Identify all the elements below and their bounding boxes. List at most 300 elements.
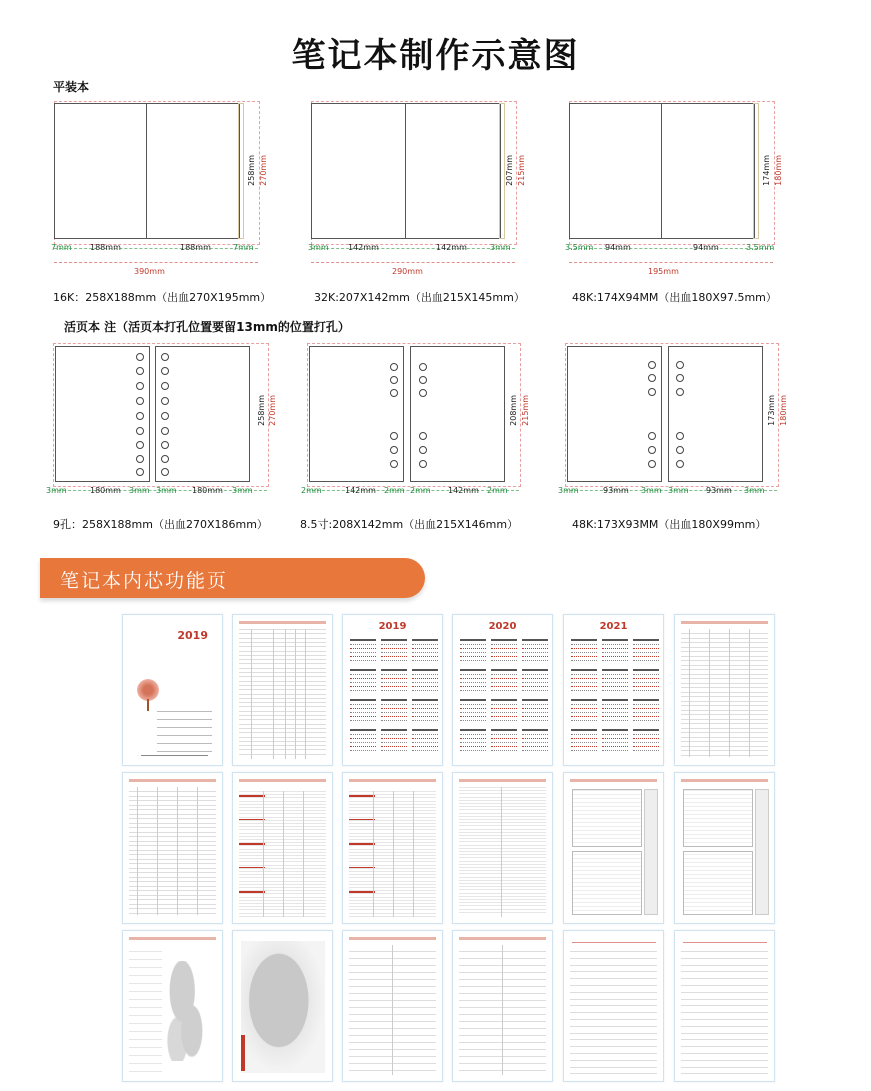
height-label: 173mm	[767, 395, 776, 426]
spec-8-5-inch: 8.5寸:208X142mm（出血215X146mm）	[300, 518, 519, 531]
calendar-week-row	[602, 648, 628, 650]
side-column	[755, 789, 769, 915]
calendar-week-row	[350, 720, 376, 722]
calendar-week-row	[522, 690, 548, 692]
width2-label: 142mm	[436, 243, 467, 252]
calendar-week-row	[633, 720, 659, 722]
calendar-week-row	[602, 738, 628, 740]
calendar-week-row	[460, 734, 486, 736]
ruled-line	[129, 1023, 162, 1024]
punch-hole	[136, 367, 144, 375]
punch-hole	[161, 397, 169, 405]
calendar-week-row	[633, 644, 659, 646]
ruled-line	[129, 868, 216, 869]
ruled-line	[129, 877, 216, 878]
tree-trunk	[147, 699, 149, 711]
calendar-week-row	[633, 712, 659, 714]
ruled-line	[681, 719, 768, 720]
height-label: 207mm	[505, 155, 514, 186]
total-width-label: 290mm	[392, 267, 423, 276]
ruled-line	[239, 642, 326, 643]
ruled-line	[681, 710, 768, 711]
ruled-line	[459, 870, 546, 871]
ruled-line	[239, 629, 326, 630]
ruled-line	[681, 965, 768, 966]
calendar-week-row	[522, 656, 548, 658]
ruled-line	[570, 971, 657, 972]
calendar-month-header	[381, 669, 407, 671]
ruled-line	[129, 814, 216, 815]
calendar-week-row	[571, 746, 597, 748]
ruled-line	[129, 890, 216, 891]
calendar-week-row	[381, 660, 407, 662]
ruled-line	[239, 655, 326, 656]
ruled-line	[129, 983, 162, 984]
memo-header	[683, 939, 767, 943]
calendar-month-header	[491, 729, 517, 731]
ruled-line	[459, 886, 546, 887]
tree-icon	[137, 679, 159, 701]
calendar-week-row	[412, 712, 438, 714]
ruled-line	[681, 1060, 768, 1061]
column-line	[263, 791, 264, 917]
calendar-month-header	[633, 729, 659, 731]
ruled-line	[459, 905, 546, 906]
ruled-line	[129, 796, 216, 797]
calendar-week-row	[571, 644, 597, 646]
width-label: 93mm	[603, 486, 629, 495]
ruled-line	[570, 978, 657, 979]
calendar-week-row	[350, 704, 376, 706]
calendar-week-row	[522, 678, 548, 680]
ruled-line	[681, 714, 768, 715]
calendar-year: 2021	[599, 621, 628, 632]
calendar-week-row	[491, 750, 517, 752]
calendar-week-row	[571, 682, 597, 684]
ruled-line	[239, 663, 326, 664]
ruled-line	[570, 1067, 657, 1068]
page-title: 笔记本制作示意图	[291, 36, 580, 76]
calendar-week-row	[460, 742, 486, 744]
column-line	[689, 629, 690, 757]
calendar-week-row	[602, 674, 628, 676]
ruled-line	[681, 755, 768, 756]
book-right-page	[661, 103, 755, 239]
spec-48k: 48K:174X94MM（出血180X97.5mm）	[572, 291, 777, 304]
function-page-thumbnail	[232, 930, 333, 1082]
calendar-week-row	[522, 708, 548, 710]
column-line	[373, 791, 374, 917]
calendar-week-row	[602, 690, 628, 692]
ruled-line	[459, 861, 546, 862]
calendar-week-row	[602, 686, 628, 688]
calendar-week-row	[460, 712, 486, 714]
calendar-month-header	[412, 639, 438, 641]
calendar-week-row	[522, 644, 548, 646]
function-page-thumbnail	[342, 772, 443, 924]
calendar-month-header	[460, 699, 486, 701]
ruled-line	[129, 975, 162, 976]
ruled-line	[459, 873, 546, 874]
calendar-week-row	[491, 678, 517, 680]
ruled-line	[129, 1071, 162, 1072]
ruled-line	[681, 687, 768, 688]
ruled-line	[129, 800, 216, 801]
column-line	[177, 787, 178, 915]
section-label-loose-leaf: 活页本 注（活页本打孔位置要留13mm的位置打孔）	[64, 320, 350, 334]
calendar-week-row	[633, 704, 659, 706]
column-line	[285, 629, 286, 759]
ruled-line	[157, 719, 212, 720]
function-page-thumbnail	[563, 772, 664, 924]
calendar-week-row	[350, 712, 376, 714]
function-page-thumbnail	[674, 614, 775, 766]
punch-hole	[136, 427, 144, 435]
function-page-thumbnail	[342, 614, 443, 766]
calendar-week-row	[633, 750, 659, 752]
ruled-line	[681, 701, 768, 702]
ruled-line	[459, 822, 546, 823]
ruled-line	[129, 850, 216, 851]
calendar-week-row	[602, 644, 628, 646]
calendar-month-header	[381, 699, 407, 701]
function-page-thumbnail	[122, 614, 223, 766]
ruled-line	[570, 1053, 657, 1054]
bleed-height-label: 180mm	[774, 155, 783, 186]
ruled-line	[459, 806, 546, 807]
margin-label: 3mm	[558, 486, 579, 495]
calendar-week-row	[571, 648, 597, 650]
ruled-line	[459, 832, 546, 833]
margin-label: 2mm	[301, 486, 322, 495]
ruled-line	[129, 809, 216, 810]
column-line	[393, 791, 394, 917]
punch-hole	[648, 361, 656, 369]
ruled-line	[681, 647, 768, 648]
ruled-line	[239, 719, 326, 720]
calendar-week-row	[633, 734, 659, 736]
spec-9-hole: 9孔：258X188mm（出血270X186mm）	[53, 518, 268, 531]
punch-hole	[161, 353, 169, 361]
ruled-line	[570, 1039, 657, 1040]
calendar-week-row	[381, 674, 407, 676]
calendar-week-row	[412, 652, 438, 654]
bleed-height-label: 215mm	[517, 155, 526, 186]
ruled-line	[129, 863, 216, 864]
ruled-line	[459, 797, 546, 798]
punch-hole	[390, 363, 398, 371]
calendar-week-row	[602, 720, 628, 722]
margin-label: 3mm	[232, 486, 253, 495]
ruled-line	[570, 999, 657, 1000]
ruled-line	[157, 751, 212, 752]
ruled-line	[459, 893, 546, 894]
calendar-week-row	[633, 690, 659, 692]
ruled-line	[681, 692, 768, 693]
ruled-line	[681, 669, 768, 670]
calendar-month-header	[350, 729, 376, 731]
calendar-week-row	[571, 674, 597, 676]
ruled-line	[239, 702, 326, 703]
margin-left-label: 7mm	[51, 243, 72, 252]
spec-32k: 32K:207X142mm（出血215X145mm）	[314, 291, 525, 304]
punch-hole	[161, 468, 169, 476]
ruled-line	[681, 1026, 768, 1027]
calendar-week-row	[571, 742, 597, 744]
calendar-week-row	[350, 750, 376, 752]
punch-hole	[136, 382, 144, 390]
calendar-month-header	[350, 669, 376, 671]
ruled-line	[570, 1073, 657, 1074]
ruled-line	[239, 638, 326, 639]
calendar-week-row	[350, 644, 376, 646]
ruled-line	[129, 841, 216, 842]
ruled-line	[681, 958, 768, 959]
ruled-line	[239, 659, 326, 660]
ruled-line	[681, 665, 768, 666]
ruled-line	[681, 633, 768, 634]
calendar-week-row	[633, 742, 659, 744]
calendar-week-row	[602, 656, 628, 658]
spec-16k: 16K：258X188mm（出血270X195mm）	[53, 291, 272, 304]
calendar-week-row	[460, 746, 486, 748]
calendar-week-row	[491, 742, 517, 744]
calendar-week-row	[633, 652, 659, 654]
ruled-line	[681, 1005, 768, 1006]
calendar-week-row	[491, 656, 517, 658]
section-label-paperback: 平装本	[53, 80, 90, 94]
bleed-height-label: 180mm	[779, 395, 788, 426]
column-line	[502, 945, 503, 1075]
punch-hole	[676, 432, 684, 440]
width2-label: 94mm	[693, 243, 719, 252]
memo-header	[572, 939, 656, 943]
calendar-week-row	[491, 644, 517, 646]
punch-hole	[390, 389, 398, 397]
page-header-bar	[239, 779, 326, 782]
ruled-line	[239, 706, 326, 707]
calendar-week-row	[350, 656, 376, 658]
punch-hole	[648, 460, 656, 468]
ruled-line	[681, 741, 768, 742]
calendar-week-row	[633, 660, 659, 662]
punch-hole	[419, 376, 427, 384]
ruled-line	[681, 732, 768, 733]
total-width-label: 195mm	[648, 267, 679, 276]
bleed-height-label: 270mm	[259, 155, 268, 186]
calendar-week-row	[412, 734, 438, 736]
calendar-week-row	[460, 686, 486, 688]
calendar-week-row	[571, 704, 597, 706]
calendar-week-row	[491, 682, 517, 684]
calendar-month-header	[460, 639, 486, 641]
ruled-line	[681, 651, 768, 652]
calendar-week-row	[602, 712, 628, 714]
region-map	[241, 941, 325, 1073]
width-label: 188mm	[90, 243, 121, 252]
calendar-week-row	[381, 690, 407, 692]
page-header-bar	[129, 937, 216, 940]
calendar-week-row	[633, 648, 659, 650]
ruled-line	[459, 809, 546, 810]
calendar-month-header	[522, 729, 548, 731]
calendar-week-row	[633, 678, 659, 680]
calendar-week-row	[381, 720, 407, 722]
calendar-week-row	[381, 716, 407, 718]
ruled-line	[239, 685, 326, 686]
calendar-week-row	[412, 720, 438, 722]
calendar-week-row	[412, 678, 438, 680]
calendar-week-row	[571, 734, 597, 736]
calendar-week-row	[381, 678, 407, 680]
calendar-week-row	[350, 678, 376, 680]
calendar-week-row	[602, 660, 628, 662]
page-header-bar	[129, 779, 216, 782]
punch-hole	[676, 374, 684, 382]
ruled-line	[681, 971, 768, 972]
calendar-week-row	[571, 686, 597, 688]
ruled-line	[239, 633, 326, 634]
calendar-week-row	[412, 660, 438, 662]
ruled-line	[681, 985, 768, 986]
ruled-line	[459, 851, 546, 852]
calendar-week-row	[491, 652, 517, 654]
ruled-line	[459, 787, 546, 788]
punch-hole	[419, 446, 427, 454]
calendar-week-row	[381, 682, 407, 684]
ruled-line	[239, 728, 326, 729]
world-map	[163, 961, 211, 1061]
calendar-week-row	[491, 746, 517, 748]
calendar-week-row	[381, 746, 407, 748]
column-line	[501, 787, 502, 917]
calendar-week-row	[412, 686, 438, 688]
ruled-line	[129, 859, 216, 860]
book-right-page	[146, 103, 240, 239]
ruled-line	[459, 909, 546, 910]
page-header-bar	[681, 779, 768, 782]
width2-label: 93mm	[706, 486, 732, 495]
page-header-bar	[570, 779, 657, 782]
calendar-week-row	[491, 716, 517, 718]
calendar-week-row	[571, 652, 597, 654]
calendar-week-row	[460, 716, 486, 718]
calendar-week-row	[460, 682, 486, 684]
ruled-line	[681, 728, 768, 729]
calendar-week-row	[522, 750, 548, 752]
ruled-line	[459, 899, 546, 900]
width2-label: 188mm	[180, 243, 211, 252]
calendar-month-header	[460, 729, 486, 731]
calendar-week-row	[522, 712, 548, 714]
calendar-week-row	[381, 750, 407, 752]
calendar-week-row	[381, 708, 407, 710]
ruled-line	[129, 805, 216, 806]
calendar-week-row	[522, 720, 548, 722]
punch-hole	[136, 468, 144, 476]
ruled-line	[681, 705, 768, 706]
calendar-week-row	[491, 712, 517, 714]
ruled-line	[459, 877, 546, 878]
calendar-week-row	[522, 734, 548, 736]
calendar-week-row	[522, 682, 548, 684]
side-column	[644, 789, 658, 915]
ruled-line	[459, 800, 546, 801]
calendar-week-row	[460, 708, 486, 710]
calendar-week-row	[602, 734, 628, 736]
calendar-week-row	[412, 708, 438, 710]
ruled-line	[570, 1019, 657, 1020]
calendar-week-row	[412, 682, 438, 684]
margin-left-label: 3.5mm	[565, 243, 594, 252]
ruled-line	[681, 642, 768, 643]
function-page-thumbnail	[674, 930, 775, 1082]
margin-label: 3mm	[129, 486, 150, 495]
ruled-line	[459, 835, 546, 836]
ruled-line	[239, 681, 326, 682]
ruled-line	[239, 754, 326, 755]
calendar-week-row	[381, 686, 407, 688]
calendar-week-row	[412, 742, 438, 744]
column-line	[305, 629, 306, 759]
calendar-week-row	[602, 704, 628, 706]
ruled-line	[239, 672, 326, 673]
margin-right-label: 3mm	[490, 243, 511, 252]
ruled-line	[681, 1067, 768, 1068]
calendar-week-row	[571, 716, 597, 718]
ruled-line	[681, 723, 768, 724]
ruled-line	[129, 1015, 162, 1016]
calendar-week-row	[350, 682, 376, 684]
calendar-week-row	[350, 652, 376, 654]
calendar-month-header	[571, 639, 597, 641]
margin-label: 2mm	[410, 486, 431, 495]
punch-hole	[136, 441, 144, 449]
ruled-line	[570, 1012, 657, 1013]
ruled-line	[570, 985, 657, 986]
calendar-week-row	[350, 690, 376, 692]
ruled-line	[157, 727, 212, 728]
ruled-line	[681, 656, 768, 657]
ruled-line	[681, 1053, 768, 1054]
calendar-week-row	[381, 656, 407, 658]
ruled-line	[239, 724, 326, 725]
calendar-week-row	[350, 742, 376, 744]
height-label: 258mm	[247, 155, 256, 186]
book-left-page	[311, 103, 407, 239]
calendar-week-row	[350, 674, 376, 676]
ruled-line	[681, 1033, 768, 1034]
margin-left-label: 3mm	[308, 243, 329, 252]
calendar-week-row	[412, 644, 438, 646]
calendar-month-header	[350, 699, 376, 701]
calendar-week-row	[491, 674, 517, 676]
calendar-week-row	[350, 734, 376, 736]
calendar-month-header	[412, 669, 438, 671]
calendar-week-row	[602, 652, 628, 654]
ruled-line	[129, 791, 216, 792]
calendar-week-row	[633, 738, 659, 740]
ruled-line	[459, 889, 546, 890]
function-page-thumbnail	[563, 614, 664, 766]
ruled-line	[129, 959, 162, 960]
calendar-week-row	[350, 746, 376, 748]
ruled-line	[459, 845, 546, 846]
data-table-block	[572, 851, 642, 915]
calendar-year: 2020	[488, 621, 517, 632]
calendar-week-row	[491, 708, 517, 710]
calendar-month-header	[602, 699, 628, 701]
